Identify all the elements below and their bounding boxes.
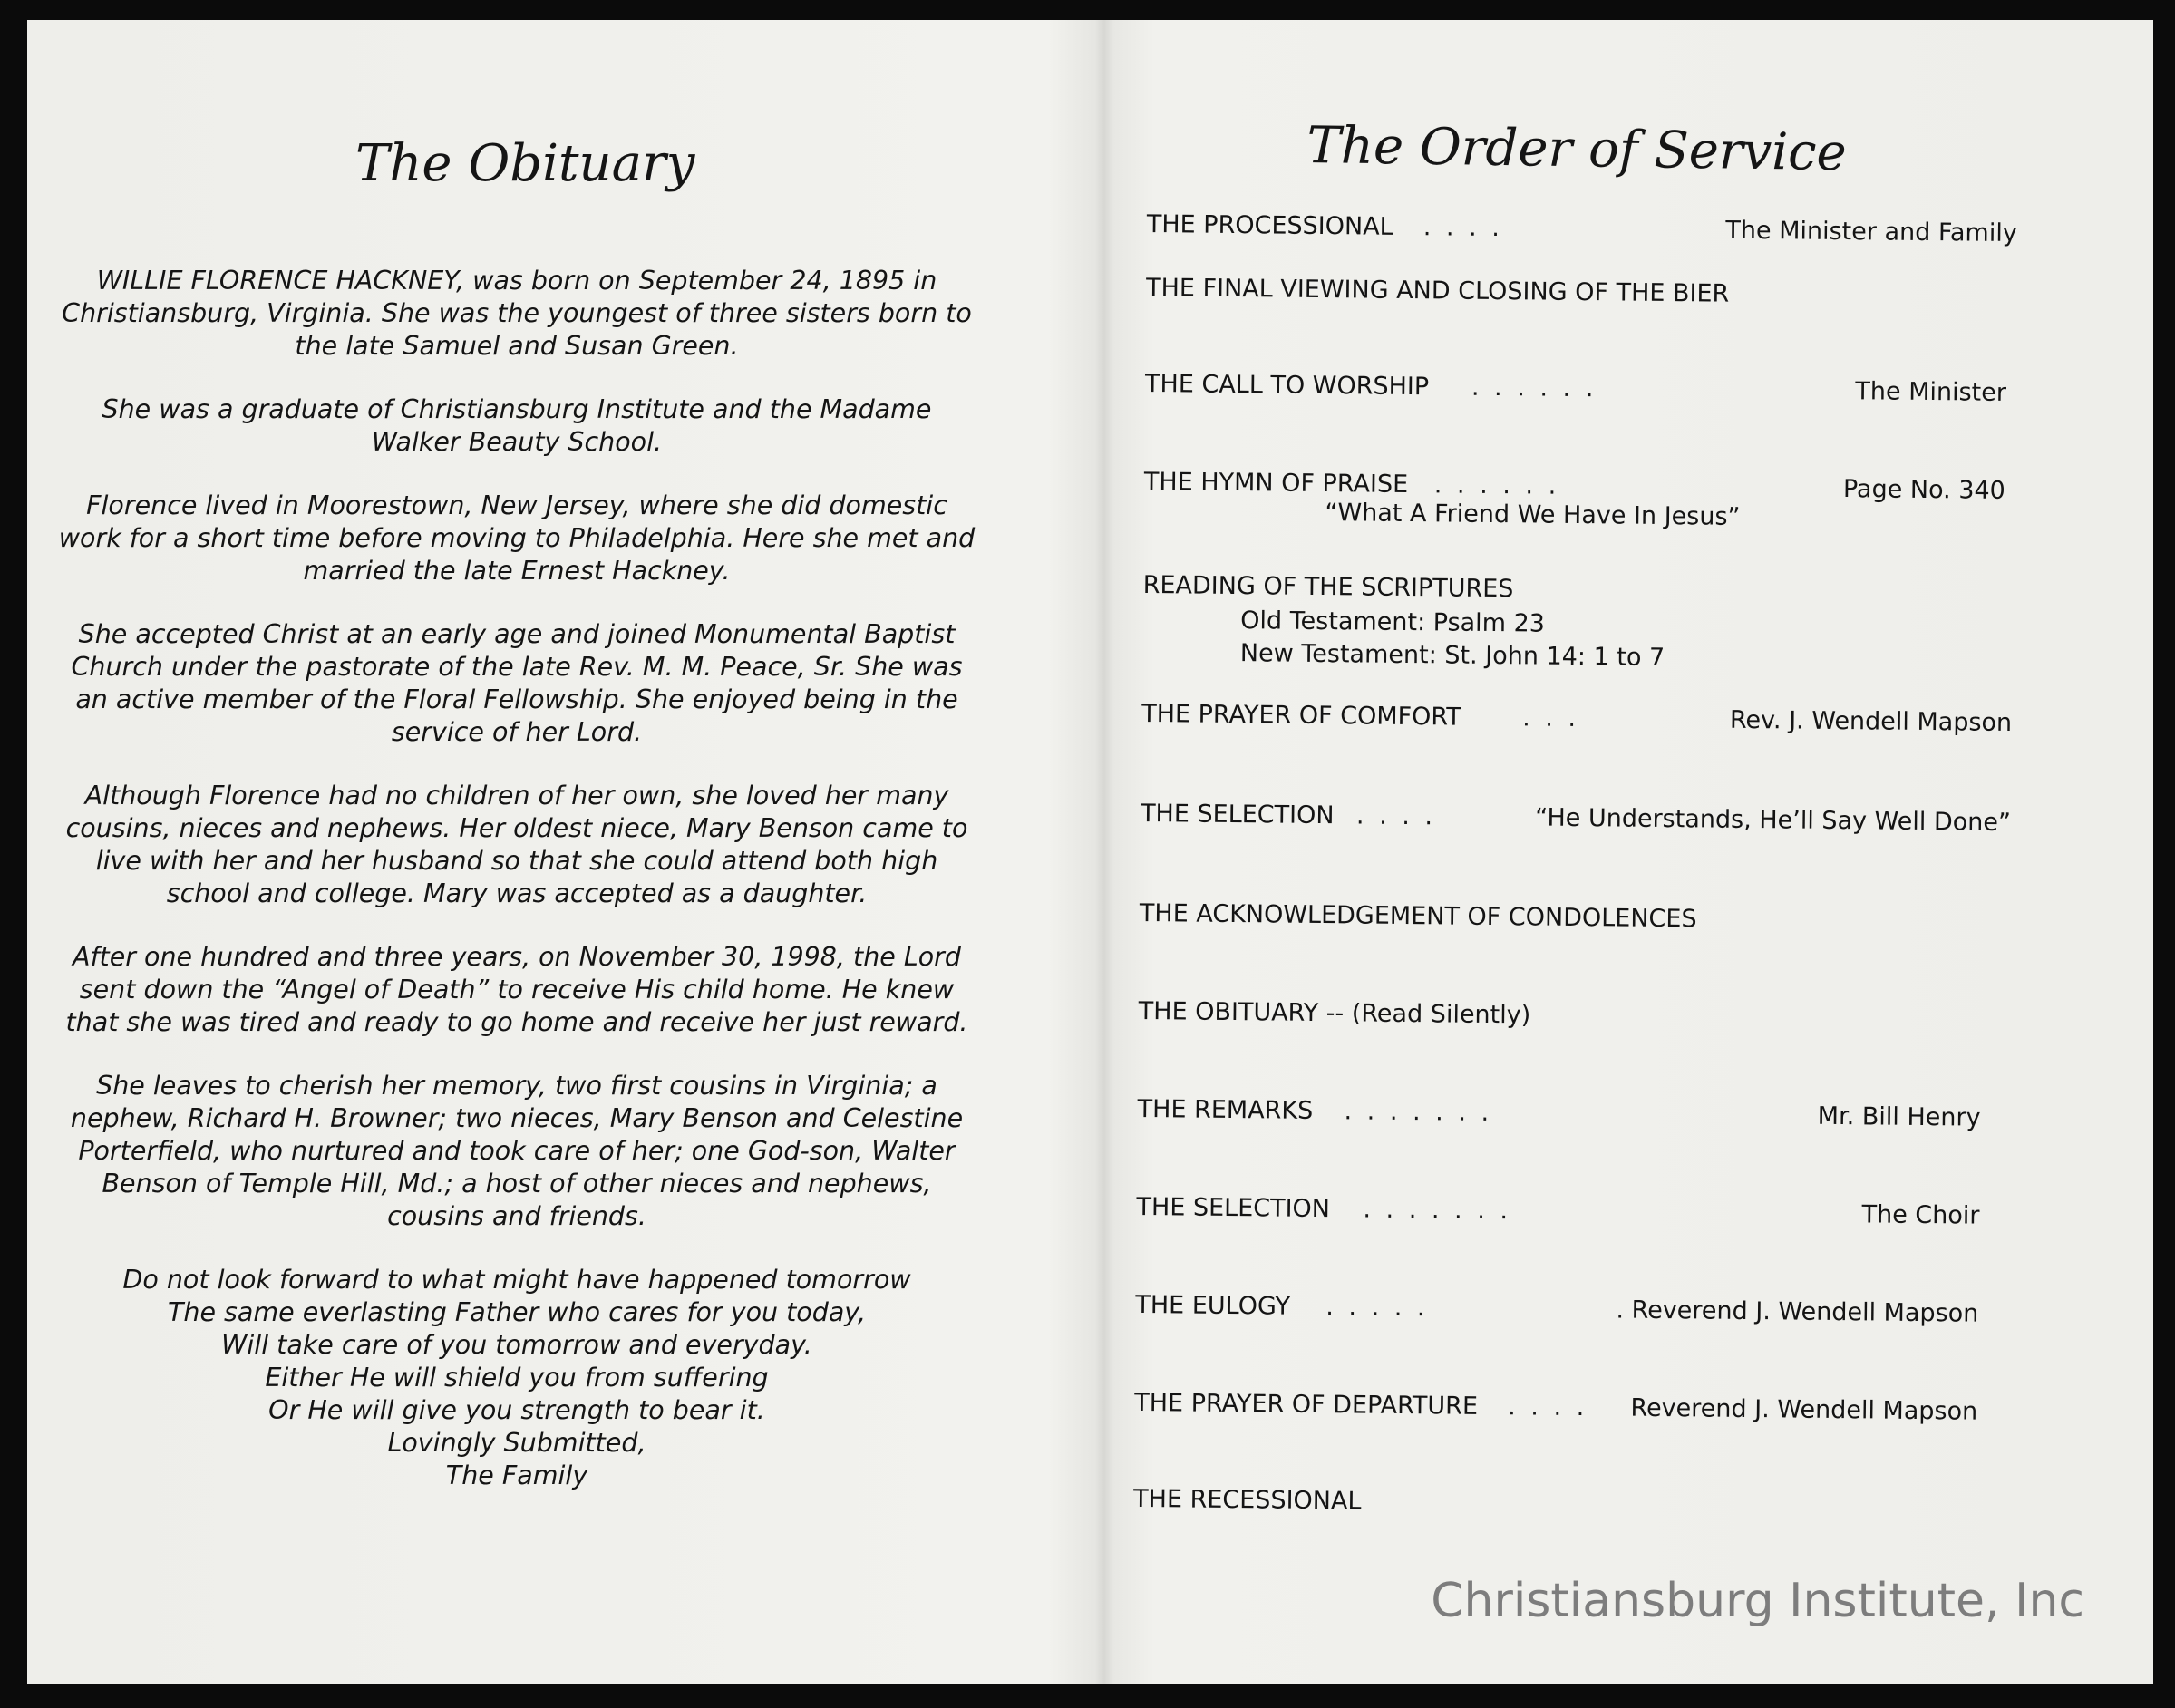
service-item-name: THE PRAYER OF COMFORT	[1141, 699, 1461, 732]
obituary-paragraph-6: After one hundred and three years, on November 30, 1998, the Lord sent down the “Angel of Death” to receive His child home. He knew that she was tired and ready to go home and receive her just reward.	[65, 942, 968, 1037]
scripture-old-testament: Old Testament: Psalm 23	[1240, 607, 1546, 638]
order-of-service-title: The Order of Service	[1306, 116, 1848, 183]
service-item-name: THE CALL TO WORSHIP	[1144, 369, 1430, 402]
service-item-acknowledgement	[1139, 898, 2010, 934]
leader-dots: . . . .	[1422, 213, 1504, 243]
scripture-new-testament: New Testament: St. John 14: 1 to 7	[1239, 639, 1665, 673]
hymn-title: “What A Friend We Have In Jesus”	[1325, 499, 1741, 531]
service-item-obituary	[1138, 996, 2009, 1030]
leader-dots: . . . . . . .	[1344, 1097, 1493, 1128]
service-item-name: THE PRAYER OF DEPARTURE	[1134, 1388, 1479, 1421]
obituary-paragraph-3: Florence lived in Moorestown, New Jersey, where she did domestic work for a short time before moving to Philadelphia. Here she met and married the late Ernest Hackney.	[58, 490, 976, 586]
service-item-name: THE HYMN OF PRAISE	[1143, 467, 1409, 500]
poem-line: The same everlasting Father who cares for you today,	[167, 1297, 867, 1327]
service-item-name: THE RECESSIONAL	[1132, 1484, 1362, 1516]
service-item-hymn-of-praise	[1143, 467, 2015, 505]
poem-line: Will take care of you tomorrow and everyday.	[221, 1330, 812, 1360]
service-item-name: READING OF THE SCRIPTURES	[1142, 570, 1514, 604]
service-item-person: Mr. Bill Henry	[1817, 1101, 1981, 1132]
service-item-name: THE REMARKS	[1137, 1094, 1314, 1125]
service-item-call-to-worship	[1144, 369, 2015, 407]
watermark: Christiansburg Institute, Inc	[1431, 1574, 2084, 1628]
obituary-paragraph-7: She leaves to cherish her memory, two first cousins in Virginia; a nephew, Richard H. Browner; two nieces, Mary Benson and Celestine Porterfield, who nurtured and took care of her; one God-son, Walter Benson of Temple Hill, Md.; a host of other nieces and nephews, cousins and friends.	[70, 1071, 964, 1231]
selection-title: “He Understands, He’ll Say Well Done”	[1535, 803, 2012, 838]
service-item-person: Rev. J. Wendell Mapson	[1729, 705, 2013, 738]
center-fold	[1095, 20, 1113, 1684]
service-item-name: THE EULOGY	[1135, 1290, 1291, 1321]
leader-dots: . . . . . . .	[1363, 1195, 1512, 1226]
signoff-line: Lovingly Submitted,	[387, 1428, 646, 1458]
leader-dots: . . . . . .	[1471, 373, 1597, 403]
obituary-paragraph-2: She was a graduate of Christiansburg Institute and the Madame Walker Beauty School.	[102, 394, 932, 457]
service-item-name: THE ACKNOWLEDGEMENT OF CONDOLENCES	[1139, 898, 1697, 934]
service-item-recessional	[1132, 1484, 2004, 1516]
leader-dots: . . . .	[1508, 1393, 1588, 1422]
service-item-final-viewing	[1145, 273, 2016, 308]
service-item-person: The Minister and Family	[1725, 216, 2017, 248]
obituary-body	[54, 265, 979, 1492]
poem-line: Or He will give you strength to bear it.	[268, 1395, 765, 1425]
service-item-prayer-of-comfort	[1141, 699, 2013, 738]
service-item-name: THE OBITUARY -- (Read Silently)	[1138, 996, 1531, 1030]
service-item-name: THE SELECTION	[1140, 799, 1335, 830]
hymn-page-number: Page No. 340	[1842, 475, 2005, 505]
service-item-eulogy	[1135, 1290, 2006, 1328]
leader-dots: . . .	[1521, 704, 1580, 733]
service-item-person: The Choir	[1861, 1200, 1980, 1230]
signoff-family: The Family	[445, 1461, 588, 1490]
service-item-name: THE PROCESSIONAL	[1146, 210, 1393, 241]
obituary-paragraph-1: WILLIE FLORENCE HACKNEY, was born on September 24, 1895 in Christiansburg, Virginia. She was the youngest of three sisters born to the late Samuel and Susan Green.	[62, 266, 972, 361]
order-of-service-list	[1133, 210, 2017, 1552]
poem-line: Do not look forward to what might have happened tomorrow	[122, 1265, 911, 1295]
obituary-paragraph-5: Although Florence had no children of her own, she loved her many cousins, nieces and nephews. Her oldest niece, Mary Benson came to live with her and her husband so that she could attend both high school and college. Mary was accepted as a daughter.	[65, 781, 968, 908]
service-item-selection-1	[1140, 799, 2012, 838]
leader-dots: . . . . . .	[1433, 471, 1560, 500]
leader-dots: . . . . .	[1325, 1293, 1429, 1323]
service-item-name: THE FINAL VIEWING AND CLOSING OF THE BIER	[1145, 273, 1730, 308]
closing-poem	[54, 1264, 979, 1492]
service-item-selection-2	[1136, 1192, 2007, 1230]
service-item-reading-scriptures	[1142, 570, 2014, 604]
service-item-person: . Reverend J. Wendell Mapson	[1616, 1296, 1979, 1328]
service-item-person: The Minister	[1855, 377, 2007, 407]
service-item-remarks	[1137, 1094, 2008, 1132]
leader-dots: . . . .	[1355, 801, 1437, 831]
poem-line: Either He will shield you from suffering	[265, 1363, 769, 1393]
service-item-prayer-of-departure	[1134, 1388, 2005, 1426]
service-item-name: THE SELECTION	[1136, 1192, 1331, 1224]
service-item-person: Reverend J. Wendell Mapson	[1630, 1393, 1978, 1426]
obituary-title: The Obituary	[355, 134, 695, 193]
obituary-paragraph-4: She accepted Christ at an early age and joined Monumental Baptist Church under the pastorate of the late Rev. M. M. Peace, Sr. She was an active member of the Floral Fellowship. She enjoyed being in the service of her Lord.	[71, 619, 963, 747]
